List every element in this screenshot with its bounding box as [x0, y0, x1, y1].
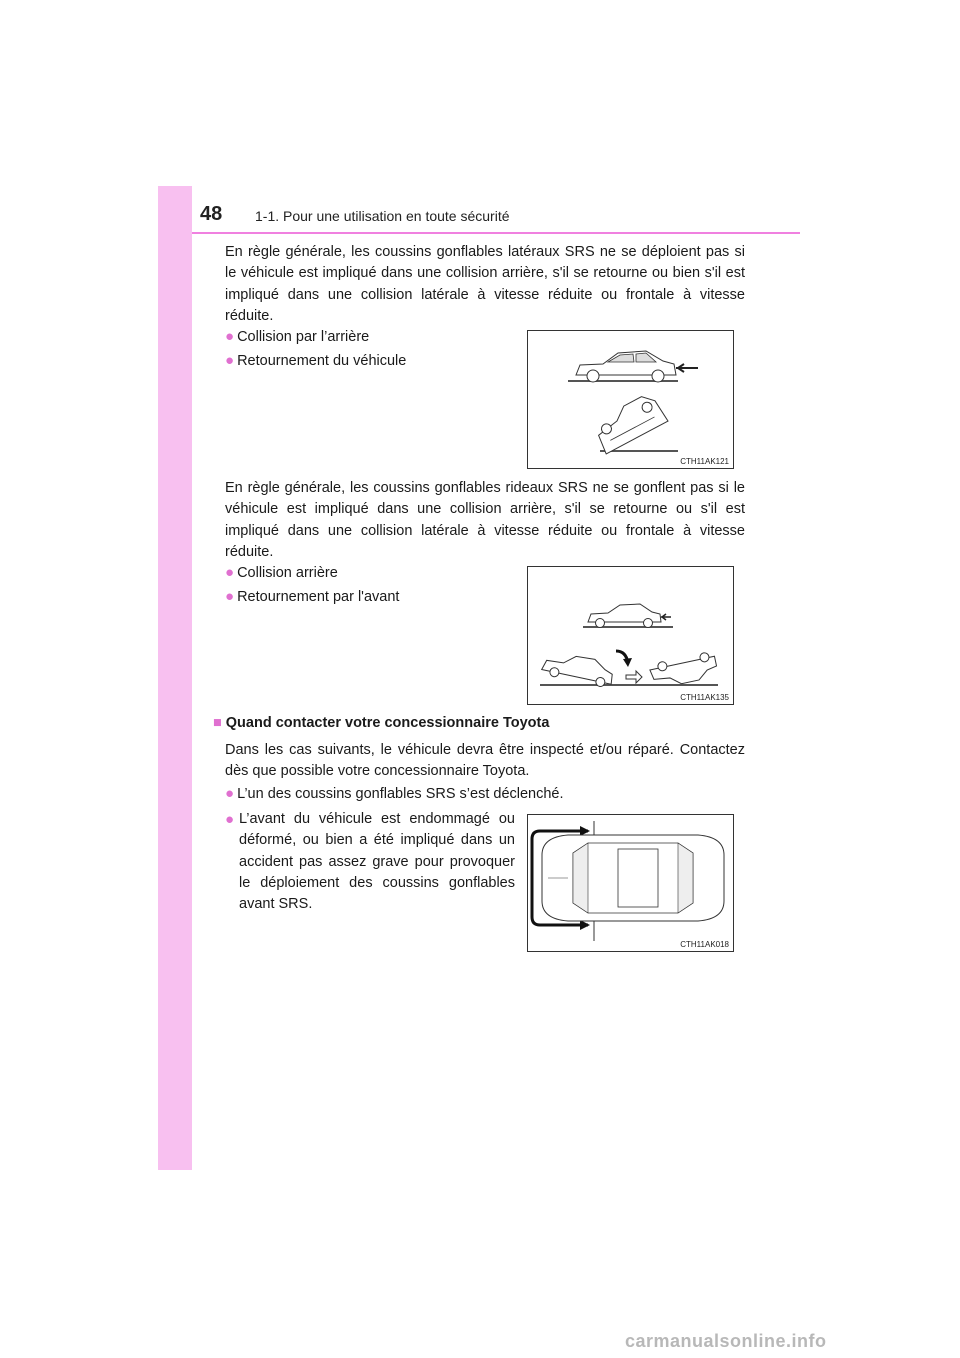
- bullet-icon: ●: [225, 588, 235, 605]
- watermark: carmanualsonline.info: [625, 1331, 827, 1351]
- bullet-icon: ●: [225, 564, 235, 581]
- dealer-intro-paragraph: Dans les cas suivants, le véhicule devra être inspecté et/ou réparé. Contactez dès que possible votre concessionnaire Toyota.: [225, 742, 745, 780]
- chapter-sidebar-tab: [158, 186, 192, 1170]
- car-rear-collision-illustration: [528, 331, 733, 468]
- list-item: [225, 562, 338, 584]
- list-item-label: Collision par l’arrière: [237, 329, 370, 345]
- list-item-label: Retournement par l'avant: [237, 589, 400, 605]
- bullet-icon: ●: [225, 352, 235, 369]
- bullet-icon: ●: [225, 811, 235, 828]
- figure-front-damage: [527, 814, 734, 952]
- figure-code: CTH11AK018: [680, 940, 729, 949]
- car-rollover-illustration: [528, 567, 733, 704]
- list-item-label: Retournement du véhicule: [237, 353, 407, 369]
- subheading-text: Quand contacter votre concessionnaire Toyota: [225, 715, 550, 731]
- side-airbag-paragraph: En règle générale, les coussins gonflables latéraux SRS ne se déploient pas si le véhicule est impliqué dans une collision arrière, s'il se retourne ou bien s'il est impliqué dans une collision latérale à vitesse réduite ou frontale à vitesse réduite.: [225, 244, 745, 324]
- list-item: [225, 783, 564, 805]
- figure-rear-collision-rollover: [527, 330, 734, 469]
- bullet-icon: ●: [225, 785, 235, 802]
- list-item: [225, 350, 406, 372]
- dealer-subheading: [213, 715, 549, 731]
- figure-rear-collision-front-rollover: [527, 566, 734, 705]
- list-item: [225, 809, 515, 915]
- car-top-view-illustration: [528, 815, 733, 951]
- section-marker-icon: ■: [213, 715, 222, 731]
- list-item: [225, 326, 369, 348]
- list-item-label: L’avant du véhicule est endommagé ou déformé, ou bien a été impliqué dans un accident pas assez grave pour provoquer le déploiement des coussins gonflables avant SRS.: [239, 811, 515, 913]
- page-number: 48: [200, 203, 223, 225]
- list-item: [225, 586, 399, 608]
- figure-code: CTH11AK121: [680, 457, 729, 466]
- curtain-airbag-paragraph: En règle générale, les coussins gonflables rideaux SRS ne se gonflent pas si le véhicule est impliqué dans une collision arrière, s'il se retourne ou s'il est impliqué dans une collision latérale à vitesse réduite ou frontale à vitesse réduite.: [225, 480, 745, 560]
- list-item-label: Collision arrière: [237, 565, 338, 581]
- figure-code: CTH11AK135: [680, 693, 729, 702]
- header-rule: [192, 232, 800, 234]
- list-item-label: L’un des coussins gonflables SRS s’est déclenché.: [237, 786, 564, 802]
- bullet-icon: ●: [225, 328, 235, 345]
- section-title: 1-1. Pour une utilisation en toute sécurité: [255, 208, 510, 224]
